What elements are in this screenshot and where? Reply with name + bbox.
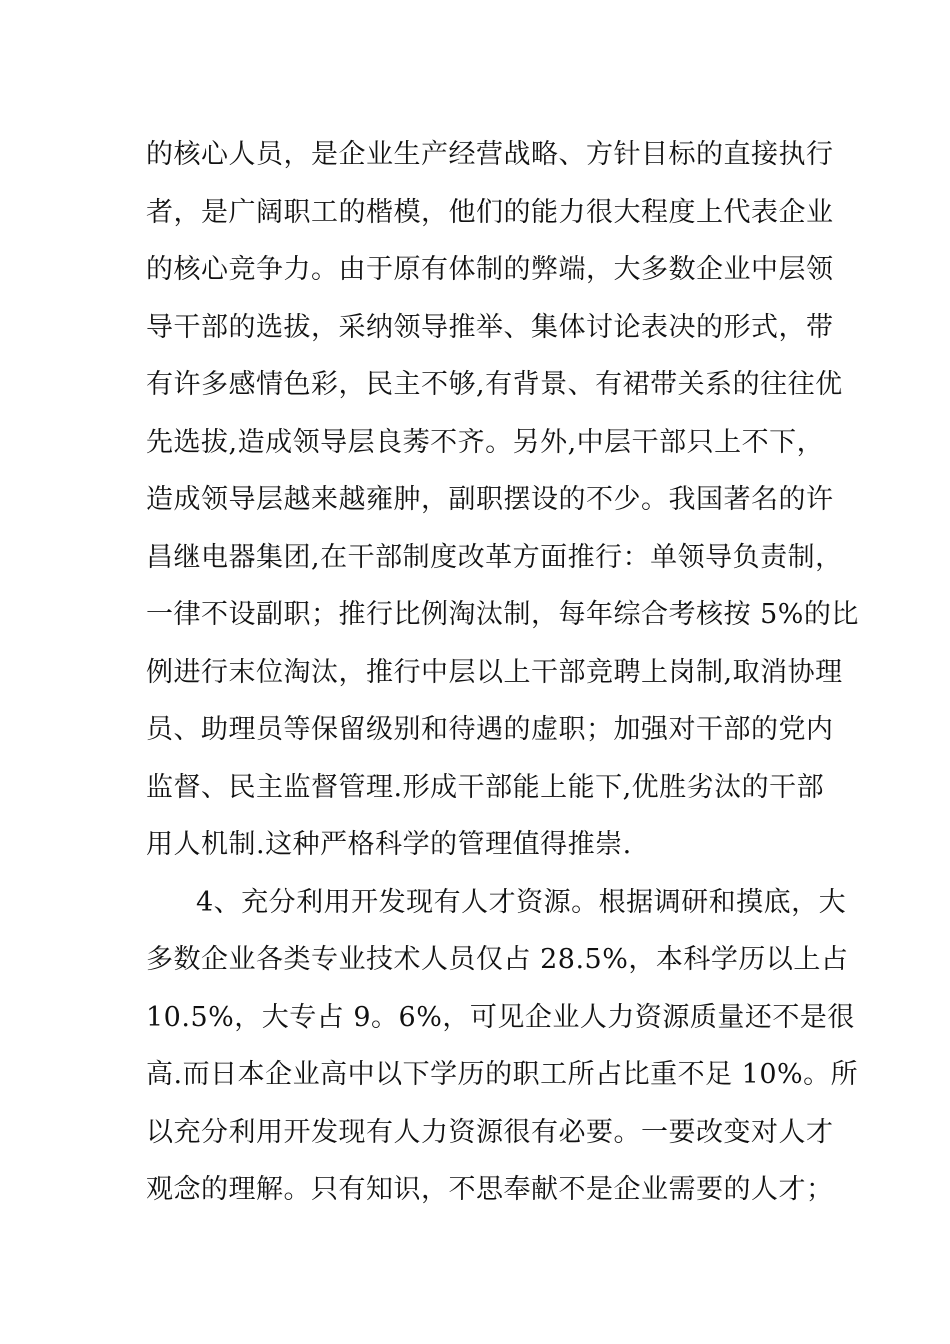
text-line: 员、助理员等保留级别和待遇的虚职；加强对干部的党内 (146, 714, 834, 745)
text-line: 以充分利用开发现有人力资源很有必要。一要改变对人才 (146, 1116, 834, 1148)
text-line: 观念的理解。只有知识，不思奉献不是企业需要的人才； (146, 1174, 834, 1205)
text-line: 的核心竞争力。由于原有体制的弊端，大多数企业中层领 (146, 254, 834, 285)
text-line: 造成领导层越来越雍肿，副职摆设的不少。我国著名的许 (146, 484, 834, 515)
text-line: 10.5%，大专占 9。6%，可见企业人力资源质量还不是很 (146, 1001, 855, 1033)
paragraph-cadre-selection (146, 126, 859, 874)
text-line: 一律不设副职；推行比例淘汰制，每年综合考核按 5%的比 (146, 599, 859, 630)
text-line: 昌继电器集团,在干部制度改革方面推行：单领导负责制， (146, 541, 843, 573)
text-line: 导干部的选拔，采纳领导推举、集体讨论表决的形式，带 (146, 311, 834, 343)
paragraph-talent-resources (146, 874, 859, 1219)
text-line: 有许多感情色彩，民主不够,有背景、有裙带关系的往往优 (146, 369, 843, 400)
text-line: 的核心人员，是企业生产经营战略、方针目标的直接执行 (146, 139, 834, 170)
text-line: 监督、民主监督管理.形成干部能上能下,优胜劣汰的干部 (146, 771, 825, 803)
text-line: 先选拔,造成领导层良莠不齐。另外,中层干部只上不下， (146, 426, 825, 458)
text-line: 用人机制.这种严格科学的管理值得推崇. (146, 829, 632, 860)
text-line: 者，是广阔职工的楷模，他们的能力很大程度上代表企业 (146, 196, 834, 228)
text-line: 多数企业各类专业技术人员仅占 28.5%，本科学历以上占 (146, 944, 849, 975)
body-text (146, 126, 859, 1219)
text-line: 4、充分利用开发现有人才资源。根据调研和摸底，大 (196, 886, 847, 918)
text-line: 例进行末位淘汰，推行中层以上干部竞聘上岗制,取消协理 (146, 656, 843, 688)
text-line: 高.而日本企业高中以下学历的职工所占比重不足 10%。所 (146, 1059, 859, 1090)
